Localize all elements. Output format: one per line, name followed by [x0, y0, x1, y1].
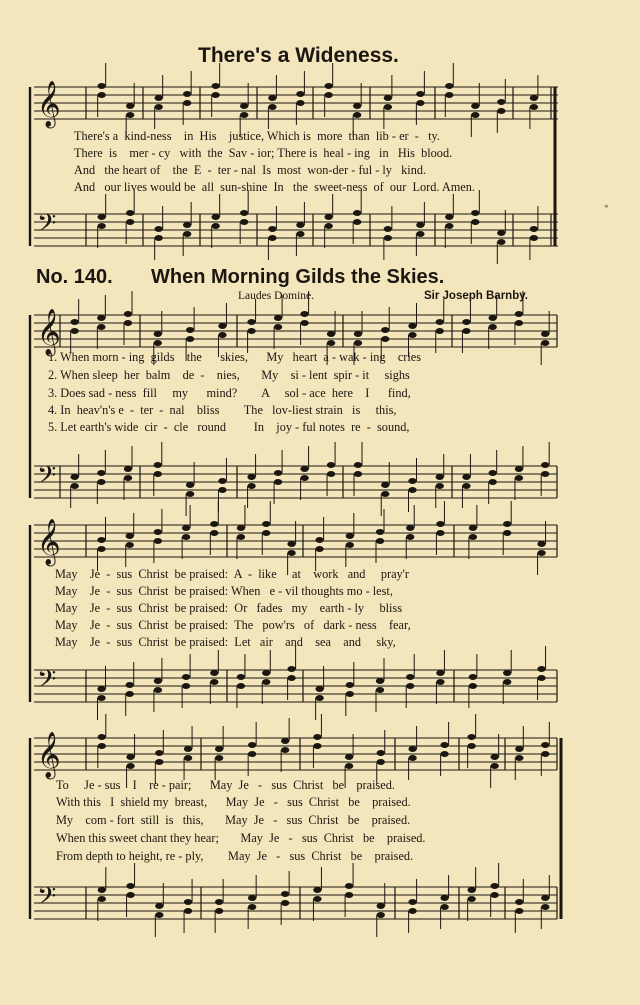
note-head — [184, 899, 192, 905]
note-head — [218, 487, 226, 493]
note-head — [313, 734, 321, 740]
lyric-line: 2. When sleep her balm de - nies, My si - lent spir - it sighs — [48, 368, 410, 382]
note-head — [211, 83, 219, 89]
note-head — [324, 83, 332, 89]
note-head — [353, 210, 361, 216]
note-head — [183, 231, 191, 237]
note-head — [274, 470, 282, 476]
note-head — [211, 223, 219, 229]
note-head — [497, 108, 505, 114]
note-head — [515, 899, 523, 905]
note-head — [237, 525, 245, 531]
bass-clef-icon: 𝄢 — [37, 665, 57, 700]
note-head — [215, 899, 223, 905]
composer-credit: Sir Joseph Barnby. — [424, 290, 528, 302]
note-head — [124, 311, 132, 317]
note-head — [97, 470, 105, 476]
note-head — [488, 470, 496, 476]
note-head — [281, 738, 289, 744]
note-head — [515, 320, 523, 326]
note-head — [97, 223, 105, 229]
note-head — [469, 525, 477, 531]
note-head — [154, 678, 162, 684]
note-head — [237, 674, 245, 680]
treble-clef-icon: 𝄞 — [37, 81, 61, 127]
note-head — [183, 91, 191, 97]
note-head — [182, 534, 190, 540]
note-head — [376, 678, 384, 684]
bass-clef-icon: 𝄢 — [37, 882, 57, 917]
hymn-one-title: There's a Wideness. — [198, 44, 399, 67]
lyric-line: 1. When morn - ing gilds the skies, My heart a - wak - ing cries — [48, 350, 422, 364]
note-head — [313, 896, 321, 902]
note-head — [445, 83, 453, 89]
note-head — [503, 530, 511, 536]
note-head — [98, 734, 106, 740]
note-head — [155, 903, 163, 909]
note-head — [211, 92, 219, 98]
note-head — [488, 479, 496, 485]
note-head — [377, 750, 385, 756]
note-head — [327, 331, 335, 337]
note-head — [377, 912, 385, 918]
note-head — [346, 533, 354, 539]
note-head — [541, 904, 549, 910]
note-head — [541, 895, 549, 901]
note-head — [381, 327, 389, 333]
note-head — [346, 691, 354, 697]
note-head — [467, 734, 475, 740]
note-head — [346, 682, 354, 688]
lyric-line: With this I shield my breast, May Je - sus Christ be praised. — [56, 795, 411, 809]
note-head — [183, 222, 191, 228]
note-head — [327, 471, 335, 477]
note-head — [248, 742, 256, 748]
note-head — [345, 883, 353, 889]
note-head — [126, 103, 134, 109]
note-head — [97, 324, 105, 330]
note-head — [211, 214, 219, 220]
note-head — [436, 679, 444, 685]
note-head — [324, 214, 332, 220]
note-head — [327, 340, 335, 346]
note-head — [154, 538, 162, 544]
note-head — [541, 742, 549, 748]
note-head — [155, 912, 163, 918]
note-head — [210, 521, 218, 527]
lyric-line: 3. Does sad - ness fill my mind? A sol - ace here I find, — [48, 386, 411, 400]
note-head — [381, 491, 389, 497]
note-head — [240, 219, 248, 225]
note-head — [408, 478, 416, 484]
note-head — [126, 691, 134, 697]
note-head — [436, 319, 444, 325]
note-head — [97, 695, 105, 701]
note-head — [408, 323, 416, 329]
note-head — [490, 883, 498, 889]
note-head — [70, 319, 78, 325]
note-head — [381, 482, 389, 488]
note-head — [210, 679, 218, 685]
note-head — [497, 99, 505, 105]
note-head — [515, 475, 523, 481]
note-head — [315, 537, 323, 543]
bass-clef-icon: 𝄢 — [37, 461, 57, 496]
note-head — [97, 214, 105, 220]
note-head — [488, 324, 496, 330]
note-head — [354, 471, 362, 477]
note-head — [376, 687, 384, 693]
note-head — [324, 92, 332, 98]
note-head — [354, 340, 362, 346]
note-head — [408, 755, 416, 761]
note-head — [436, 474, 444, 480]
note-head — [490, 763, 498, 769]
note-head — [541, 340, 549, 346]
lyric-line: There is mer - cy with the Sav - ior; There is heal - ing in His blood. — [74, 146, 453, 160]
note-head — [377, 903, 385, 909]
note-head — [154, 331, 162, 337]
note-head — [126, 883, 134, 889]
note-head — [416, 91, 424, 97]
note-head — [346, 542, 354, 548]
note-head — [184, 746, 192, 752]
note-head — [313, 743, 321, 749]
note-head — [154, 235, 162, 241]
note-head — [408, 487, 416, 493]
note-head — [126, 754, 134, 760]
note-head — [268, 104, 276, 110]
note-head — [184, 755, 192, 761]
lyric-line: When this sweet chant they hear; May Je - sus Christ be praised. — [56, 831, 426, 845]
note-head — [315, 695, 323, 701]
note-head — [408, 746, 416, 752]
note-head — [268, 95, 276, 101]
bass-clef-icon: 𝄢 — [37, 209, 57, 244]
note-head — [530, 95, 538, 101]
note-head — [98, 743, 106, 749]
note-head — [406, 683, 414, 689]
note-head — [126, 219, 134, 225]
note-head — [440, 751, 448, 757]
note-head — [515, 466, 523, 472]
hymn-number: No. 140. — [36, 266, 113, 288]
note-head — [154, 471, 162, 477]
note-head — [406, 674, 414, 680]
note-head — [471, 219, 479, 225]
note-head — [488, 315, 496, 321]
note-head — [408, 332, 416, 338]
note-head — [515, 908, 523, 914]
note-head — [416, 222, 424, 228]
note-head — [445, 92, 453, 98]
note-head — [436, 483, 444, 489]
note-head — [353, 112, 361, 118]
note-head — [218, 332, 226, 338]
note-head — [300, 466, 308, 472]
note-head — [300, 311, 308, 317]
note-head — [248, 751, 256, 757]
note-head — [154, 340, 162, 346]
note-head — [247, 328, 255, 334]
note-head — [497, 239, 505, 245]
note-head — [154, 462, 162, 468]
note-head — [345, 763, 353, 769]
note-head — [126, 892, 134, 898]
note-head — [384, 104, 392, 110]
note-head — [98, 887, 106, 893]
note-head — [296, 231, 304, 237]
lyric-line: May Je - sus Christ be praised: When e - vil thoughts mo - lest, — [55, 584, 393, 598]
note-head — [490, 892, 498, 898]
note-head — [124, 466, 132, 472]
note-head — [287, 541, 295, 547]
note-head — [515, 311, 523, 317]
lyric-line: 4. In heav'n's e - ter - nal bliss The lov-liest strain is this, — [48, 403, 397, 417]
note-head — [541, 751, 549, 757]
note-head — [218, 478, 226, 484]
lyric-line: May Je - sus Christ be praised: Let air and sea and sky, — [55, 635, 396, 649]
note-head — [182, 674, 190, 680]
note-head — [154, 104, 162, 110]
note-head — [436, 530, 444, 536]
note-head — [124, 475, 132, 481]
page-asterisk: * — [604, 203, 609, 213]
note-head — [467, 887, 475, 893]
note-head — [186, 482, 194, 488]
note-head — [274, 315, 282, 321]
note-head — [186, 336, 194, 342]
note-head — [70, 328, 78, 334]
note-head — [268, 226, 276, 232]
note-head — [324, 223, 332, 229]
note-head — [315, 686, 323, 692]
tune-name: Laudes Domine. — [238, 290, 315, 302]
note-head — [262, 679, 270, 685]
note-head — [353, 103, 361, 109]
note-head — [70, 483, 78, 489]
note-head — [440, 742, 448, 748]
note-head — [406, 534, 414, 540]
treble-clef-icon: 𝄞 — [37, 732, 61, 778]
note-head — [218, 323, 226, 329]
note-head — [515, 755, 523, 761]
note-head — [154, 529, 162, 535]
note-head — [300, 320, 308, 326]
note-head — [296, 222, 304, 228]
note-head — [126, 682, 134, 688]
note-head — [377, 759, 385, 765]
lyric-line: May Je - sus Christ be praised: Or fades my earth - ly bliss — [55, 601, 402, 615]
note-head — [436, 670, 444, 676]
note-head — [416, 231, 424, 237]
note-head — [97, 92, 105, 98]
note-head — [210, 530, 218, 536]
note-head — [97, 83, 105, 89]
lyric-line: My com - fort still is this, May Je - sus Christ be praised. — [56, 813, 411, 827]
note-head — [240, 112, 248, 118]
note-head — [237, 683, 245, 689]
note-head — [281, 891, 289, 897]
note-head — [530, 226, 538, 232]
note-head — [126, 542, 134, 548]
note-head — [462, 319, 470, 325]
note-head — [490, 754, 498, 760]
treble-clef-icon: 𝄞 — [37, 519, 61, 565]
note-head — [248, 895, 256, 901]
note-head — [262, 670, 270, 676]
note-head — [381, 336, 389, 342]
note-head — [469, 674, 477, 680]
note-head — [537, 675, 545, 681]
note-head — [126, 112, 134, 118]
note-head — [445, 214, 453, 220]
note-head — [327, 462, 335, 468]
lyric-line: 5. Let earth's wide cir - cle round In joy - ful notes re - sound, — [48, 420, 410, 434]
note-head — [262, 530, 270, 536]
lyric-line: From depth to height, re - ply, May Je - sus Christ be praised. — [56, 849, 414, 863]
note-head — [98, 896, 106, 902]
note-head — [124, 320, 132, 326]
lyric-line: May Je - sus Christ be praised: The pow'rs of dark - ness fear, — [55, 618, 411, 632]
note-head — [469, 683, 477, 689]
note-head — [471, 210, 479, 216]
note-head — [537, 541, 545, 547]
note-head — [530, 104, 538, 110]
note-head — [497, 230, 505, 236]
note-head — [215, 908, 223, 914]
note-head — [240, 103, 248, 109]
note-head — [384, 95, 392, 101]
note-head — [541, 462, 549, 468]
note-head — [97, 537, 105, 543]
note-head — [215, 755, 223, 761]
note-head — [376, 538, 384, 544]
note-head — [541, 331, 549, 337]
note-head — [503, 521, 511, 527]
note-head — [182, 525, 190, 531]
note-head — [184, 908, 192, 914]
note-head — [416, 100, 424, 106]
note-head — [313, 887, 321, 893]
note-head — [440, 895, 448, 901]
note-head — [345, 754, 353, 760]
lyric-line: May Je - sus Christ be praised: A - like at work and pray'r — [55, 567, 409, 581]
note-head — [353, 219, 361, 225]
note-head — [97, 315, 105, 321]
note-head — [126, 533, 134, 539]
note-head — [155, 759, 163, 765]
note-head — [268, 235, 276, 241]
lyric-line: To Je - sus I re - pair; May Je - sus Christ be praised. — [56, 778, 395, 792]
note-head — [436, 328, 444, 334]
note-head — [97, 686, 105, 692]
note-head — [237, 534, 245, 540]
note-head — [154, 687, 162, 693]
note-head — [182, 683, 190, 689]
note-head — [537, 550, 545, 556]
note-head — [70, 474, 78, 480]
note-head — [445, 223, 453, 229]
note-head — [247, 474, 255, 480]
note-head — [248, 904, 256, 910]
note-head — [240, 210, 248, 216]
lyric-line: And our lives would be all sun-shine In the sweet-ness of our Lord. Amen. — [74, 180, 475, 194]
note-head — [186, 491, 194, 497]
note-head — [215, 746, 223, 752]
lyric-line: And the heart of the E - ter - nal Is most won-der - ful - ly kind. — [74, 163, 427, 177]
note-head — [287, 675, 295, 681]
note-head — [155, 750, 163, 756]
note-head — [462, 483, 470, 489]
note-head — [274, 479, 282, 485]
note-head — [354, 331, 362, 337]
note-head — [406, 525, 414, 531]
note-head — [97, 479, 105, 485]
note-head — [281, 747, 289, 753]
note-head — [515, 746, 523, 752]
note-head — [440, 904, 448, 910]
note-head — [503, 670, 511, 676]
note-head — [154, 226, 162, 232]
lyric-line: There's a kind-ness in His justice, Which is more than lib - er - ty. — [74, 129, 440, 143]
note-head — [274, 324, 282, 330]
note-head — [247, 483, 255, 489]
note-head — [247, 319, 255, 325]
note-head — [300, 475, 308, 481]
note-head — [296, 100, 304, 106]
note-head — [154, 95, 162, 101]
note-head — [183, 100, 191, 106]
note-head — [262, 521, 270, 527]
note-head — [384, 226, 392, 232]
note-head — [408, 899, 416, 905]
note-head — [503, 679, 511, 685]
note-head — [462, 328, 470, 334]
treble-clef-icon: 𝄞 — [37, 309, 61, 355]
note-head — [126, 763, 134, 769]
note-head — [296, 91, 304, 97]
note-head — [467, 896, 475, 902]
note-head — [530, 235, 538, 241]
note-head — [537, 666, 545, 672]
note-head — [436, 521, 444, 527]
note-head — [541, 471, 549, 477]
note-head — [471, 112, 479, 118]
note-head — [287, 666, 295, 672]
note-head — [384, 235, 392, 241]
note-head — [186, 327, 194, 333]
note-head — [281, 900, 289, 906]
note-head — [408, 908, 416, 914]
note-head — [210, 670, 218, 676]
note-head — [467, 743, 475, 749]
note-head — [126, 210, 134, 216]
note-head — [469, 534, 477, 540]
note-head — [287, 550, 295, 556]
note-head — [315, 546, 323, 552]
hymn-two-title: When Morning Gilds the Skies. — [151, 266, 445, 288]
note-head — [471, 103, 479, 109]
note-head — [354, 462, 362, 468]
note-head — [376, 529, 384, 535]
note-head — [462, 474, 470, 480]
note-head — [345, 892, 353, 898]
note-head — [97, 546, 105, 552]
